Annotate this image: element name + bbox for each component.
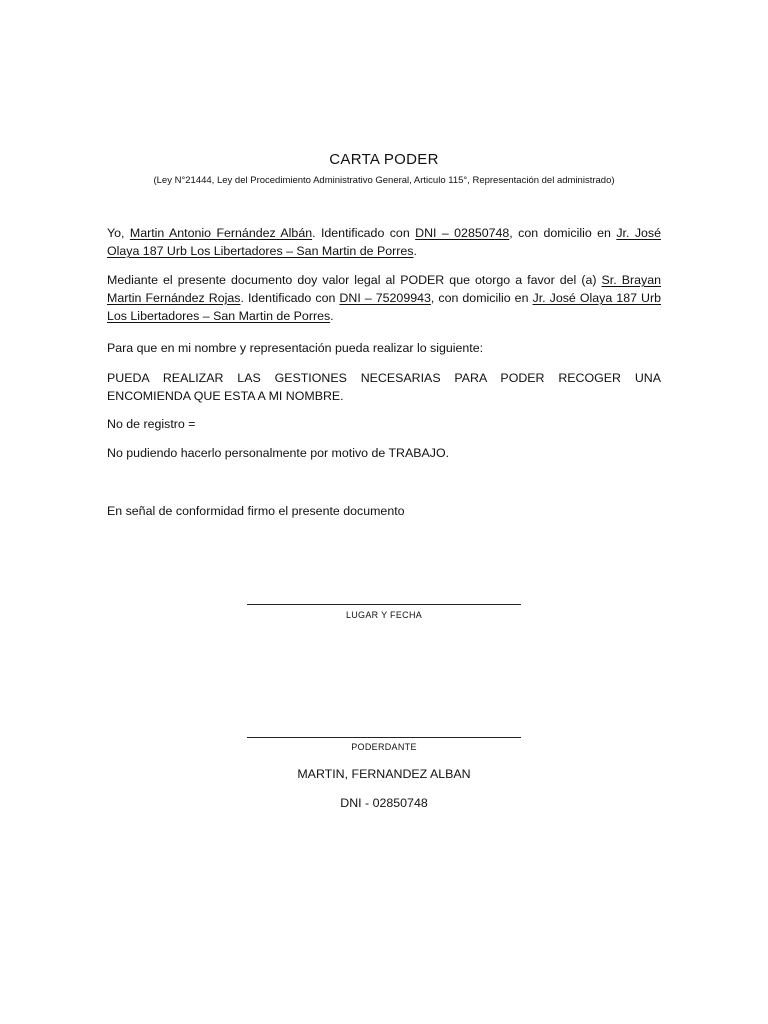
paragraph-grantor xyxy=(107,224,661,260)
signature-label-grantor: PODERDANTE xyxy=(351,742,417,752)
paragraph-grantee xyxy=(107,271,661,325)
grantor-name: Martin Antonio Fernández Albán xyxy=(129,226,313,240)
paragraph-grantor-text-2: . Identificado con xyxy=(312,226,416,240)
grantee-dni: DNI – 75209943 xyxy=(339,291,431,305)
paragraph-grantee-text-4: . xyxy=(330,309,334,323)
paragraph-grantor-text-4: . xyxy=(413,244,417,258)
document-title: CARTA PODER xyxy=(329,151,439,168)
paragraph-grantor-text-1: Yo, xyxy=(107,226,130,240)
grantor-address: Jr. José Olaya 187 Urb Los Libertadores – San Martin de Porres xyxy=(107,226,661,258)
signature-label-place-date: LUGAR Y FECHA xyxy=(345,610,423,620)
paragraph-conformity: En señal de conformidad firmo el presente documento xyxy=(107,504,405,518)
paragraph-reason: No pudiendo hacerlo personalmente por motivo de TRABAJO. xyxy=(107,446,450,460)
paragraph-grantee-text-3: , con domicilio en xyxy=(430,291,533,305)
signature-line-place-date xyxy=(247,604,521,605)
grantor-dni: DNI – 02850748 xyxy=(415,226,510,240)
grantee-name: Sr. Brayan Martin Fernández Rojas xyxy=(107,273,662,305)
paragraph-grantee-text-2: . Identificado con xyxy=(240,291,340,305)
paragraph-grantee-text-1: Mediante el presente documento doy valor legal al PODER que otorgo a favor del (a) xyxy=(107,273,602,287)
document-subtitle: (Ley N°21444, Ley del Procedimiento Administrativo General, Articulo 115°, Representación del administrado) xyxy=(153,175,615,186)
signature-line-grantor xyxy=(247,737,521,738)
paragraph-grantor-text-3: , con domicilio en xyxy=(509,226,617,240)
paragraph-purpose-intro: Para que en mi nombre y representación pueda realizar lo siguiente: xyxy=(107,341,484,355)
paragraph-purpose: PUEDA REALIZAR LAS GESTIONES NECESARIAS PARA PODER RECOGER UNA ENCOMIENDA QUE ESTA A MI NOMBRE. xyxy=(107,371,661,403)
grantee-address: Jr. José Olaya 187 Urb Los Libertadores – San Martin de Porres xyxy=(107,291,661,323)
signer-name: MARTIN, FERNANDEZ ALBAN xyxy=(297,767,471,781)
paragraph-registry: No de registro = xyxy=(107,417,196,431)
signer-dni: DNI - 02850748 xyxy=(340,796,428,810)
